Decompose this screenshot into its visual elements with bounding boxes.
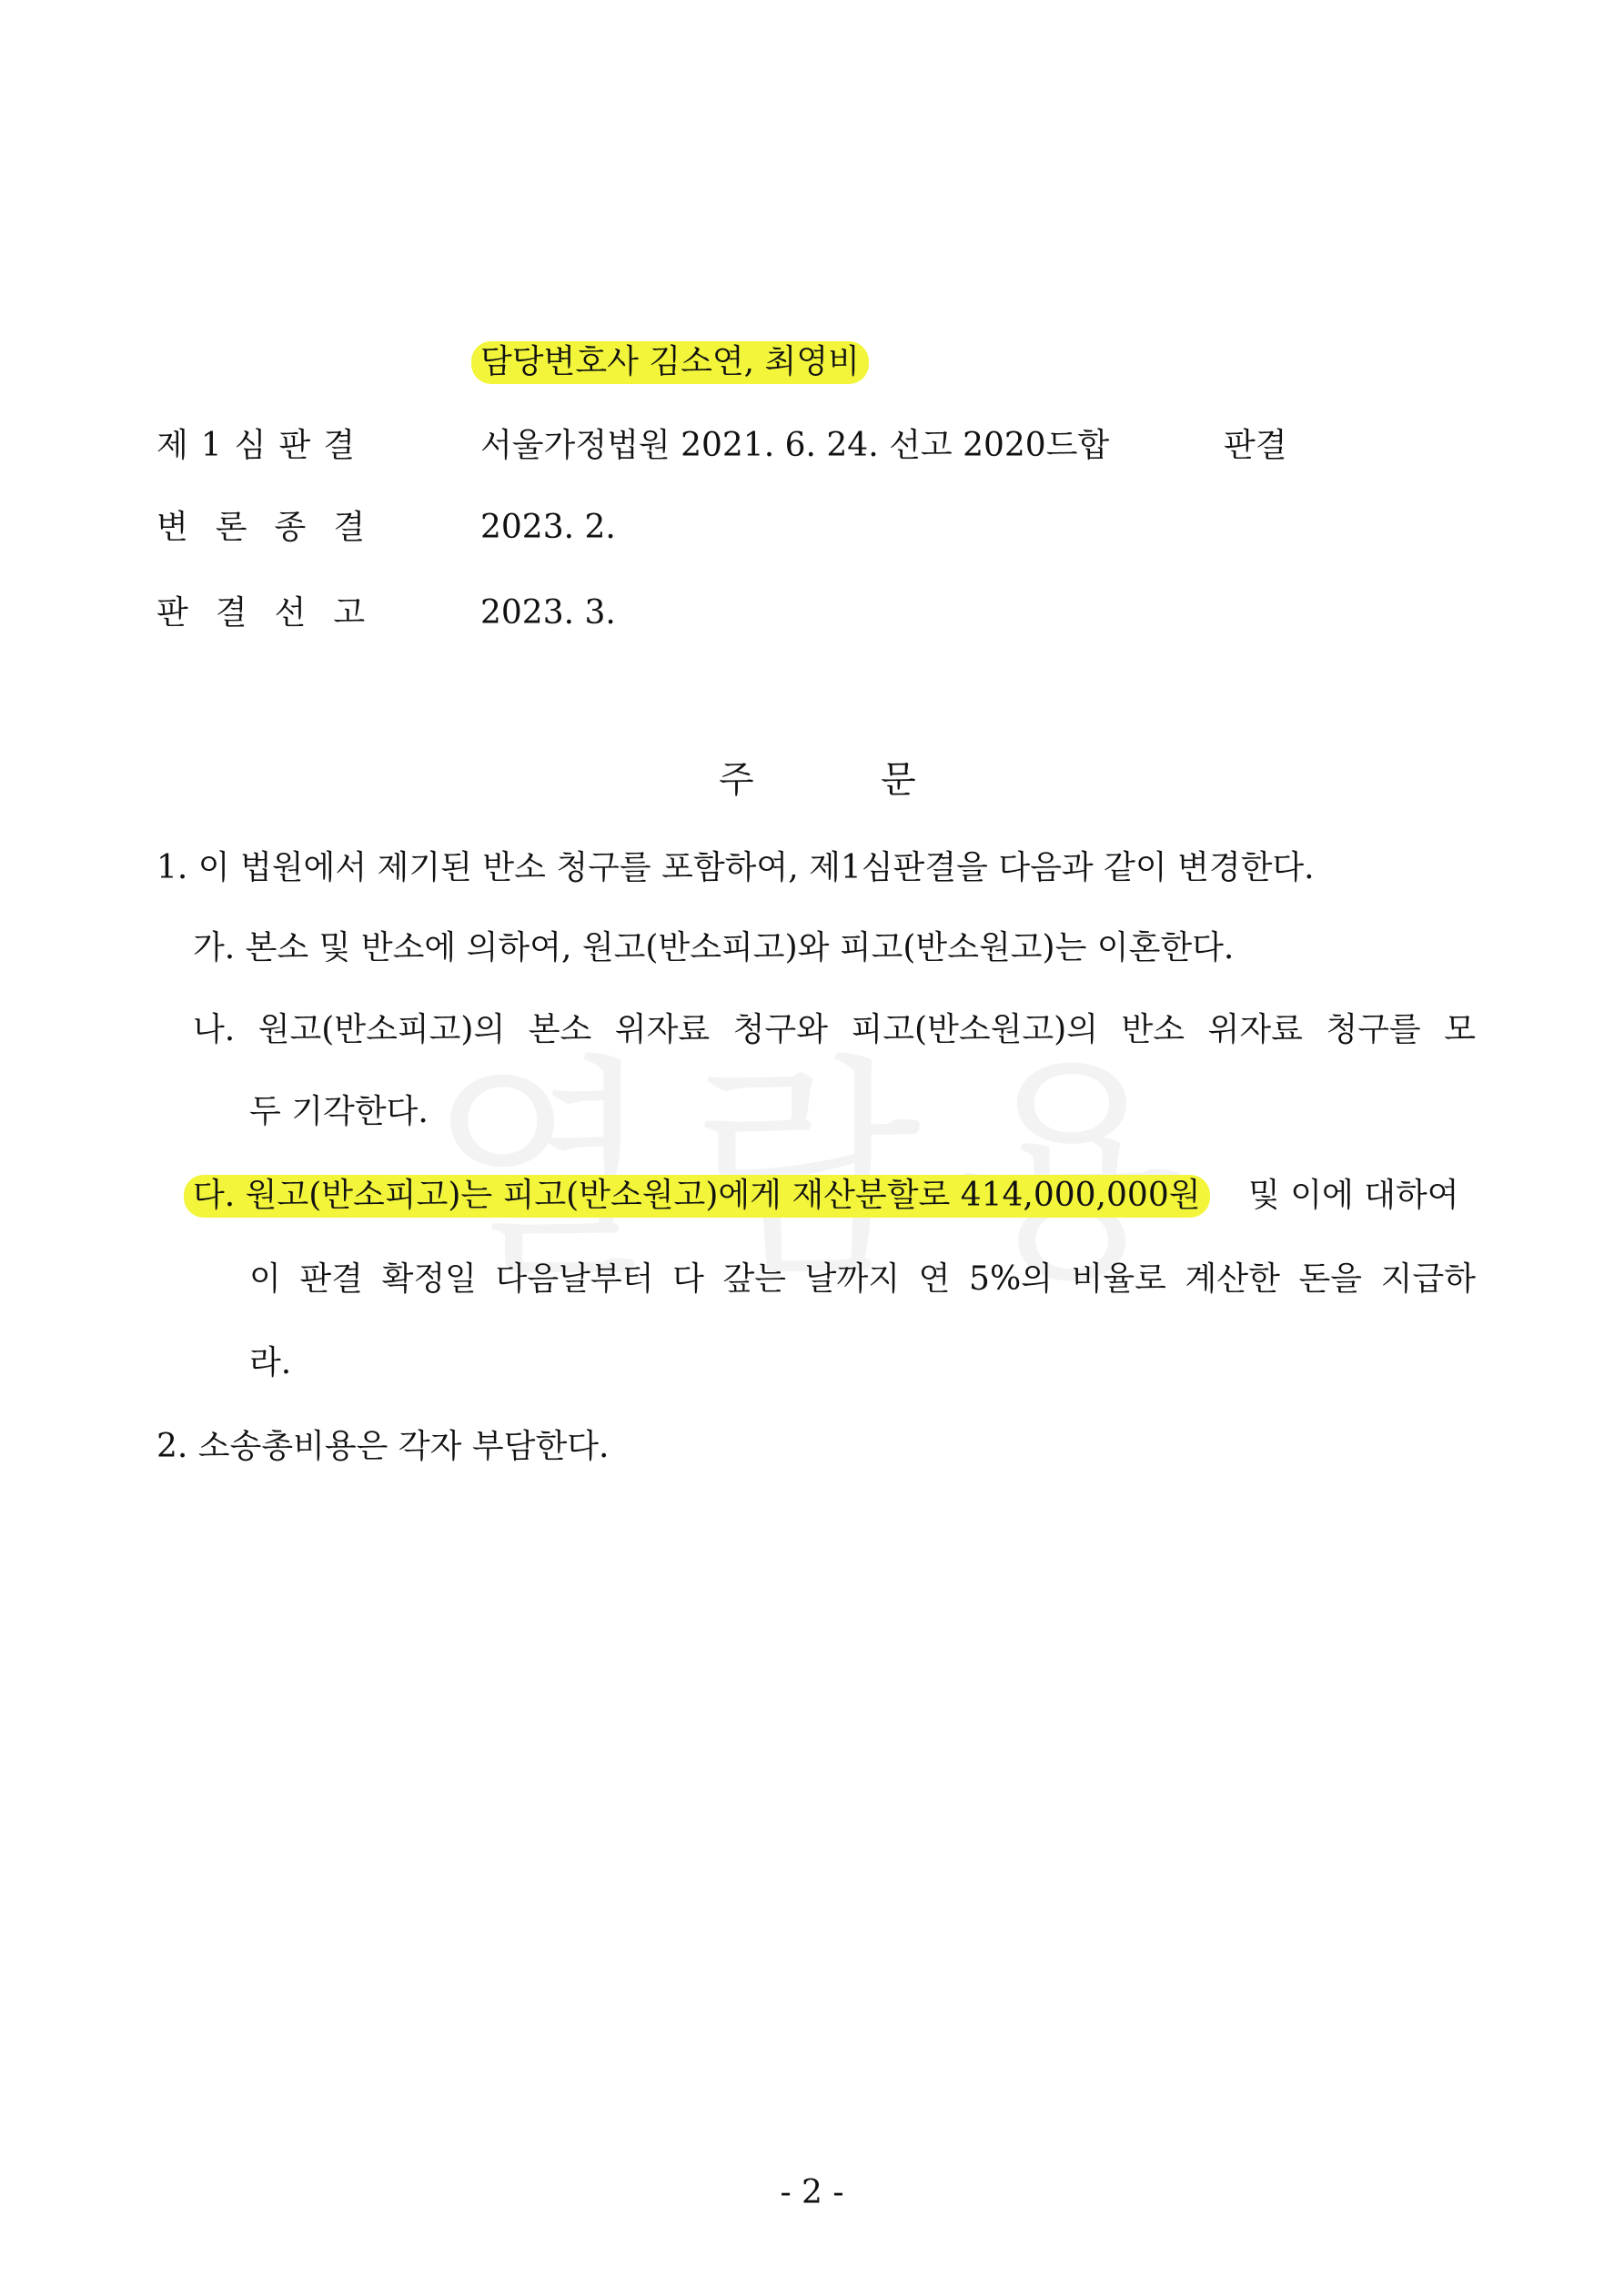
judgment-date-value: 2023. 3. xyxy=(480,594,616,632)
item-2: 2. 소송총비용은 각자 부담한다. xyxy=(156,1428,610,1465)
counsel-line xyxy=(480,340,869,384)
section-title-right: 문 xyxy=(881,759,916,801)
counsel-highlight: 담당변호사 김소연, 최영비 xyxy=(471,341,869,384)
item-1-da-line-2: 이 판결 확정일 다음날부터 다 갚는 날까지 연 5%의 비율로 계산한 돈을 지급하 xyxy=(249,1260,1476,1298)
item-1-da-highlight: 다. 원고(반소피고)는 피고(반소원고)에게 재산분할로 414,000,000원 xyxy=(184,1175,1210,1218)
item-1-na-line-1: 나. 원고(반소피고)의 본소 위자료 청구와 피고(반소원고)의 반소 위자료 청구를 모 xyxy=(193,1011,1476,1048)
page-number: - 2 - xyxy=(780,2174,844,2211)
section-title-left: 주 xyxy=(719,759,754,801)
first-instance-label: 제1심판결 xyxy=(156,427,368,464)
judgment-date-label: 판결선고 xyxy=(156,594,393,632)
item-1-na-line-2: 두 기각한다. xyxy=(249,1093,429,1130)
item-1-da-rest: 및 이에 대하여 xyxy=(1248,1177,1459,1214)
first-instance-value: 서울가정법원 2021. 6. 24. 선고 2020드합 xyxy=(480,427,1110,464)
argument-closed-label: 변론종결 xyxy=(156,509,393,546)
item-1-ga: 가. 본소 및 반소에 의하여, 원고(반소피고)와 피고(반소원고)는 이혼한다. xyxy=(193,929,1235,966)
item-1: 1. 이 법원에서 제기된 반소 청구를 포함하여, 제1심판결을 다음과 같이 변경한다. xyxy=(156,849,1315,886)
argument-closed-value: 2023. 2. xyxy=(480,509,616,546)
first-instance-suffix: 판결 xyxy=(1224,427,1287,464)
item-1-da-line-1 xyxy=(193,1174,1210,1218)
item-1-da-line-3: 라. xyxy=(249,1344,292,1381)
